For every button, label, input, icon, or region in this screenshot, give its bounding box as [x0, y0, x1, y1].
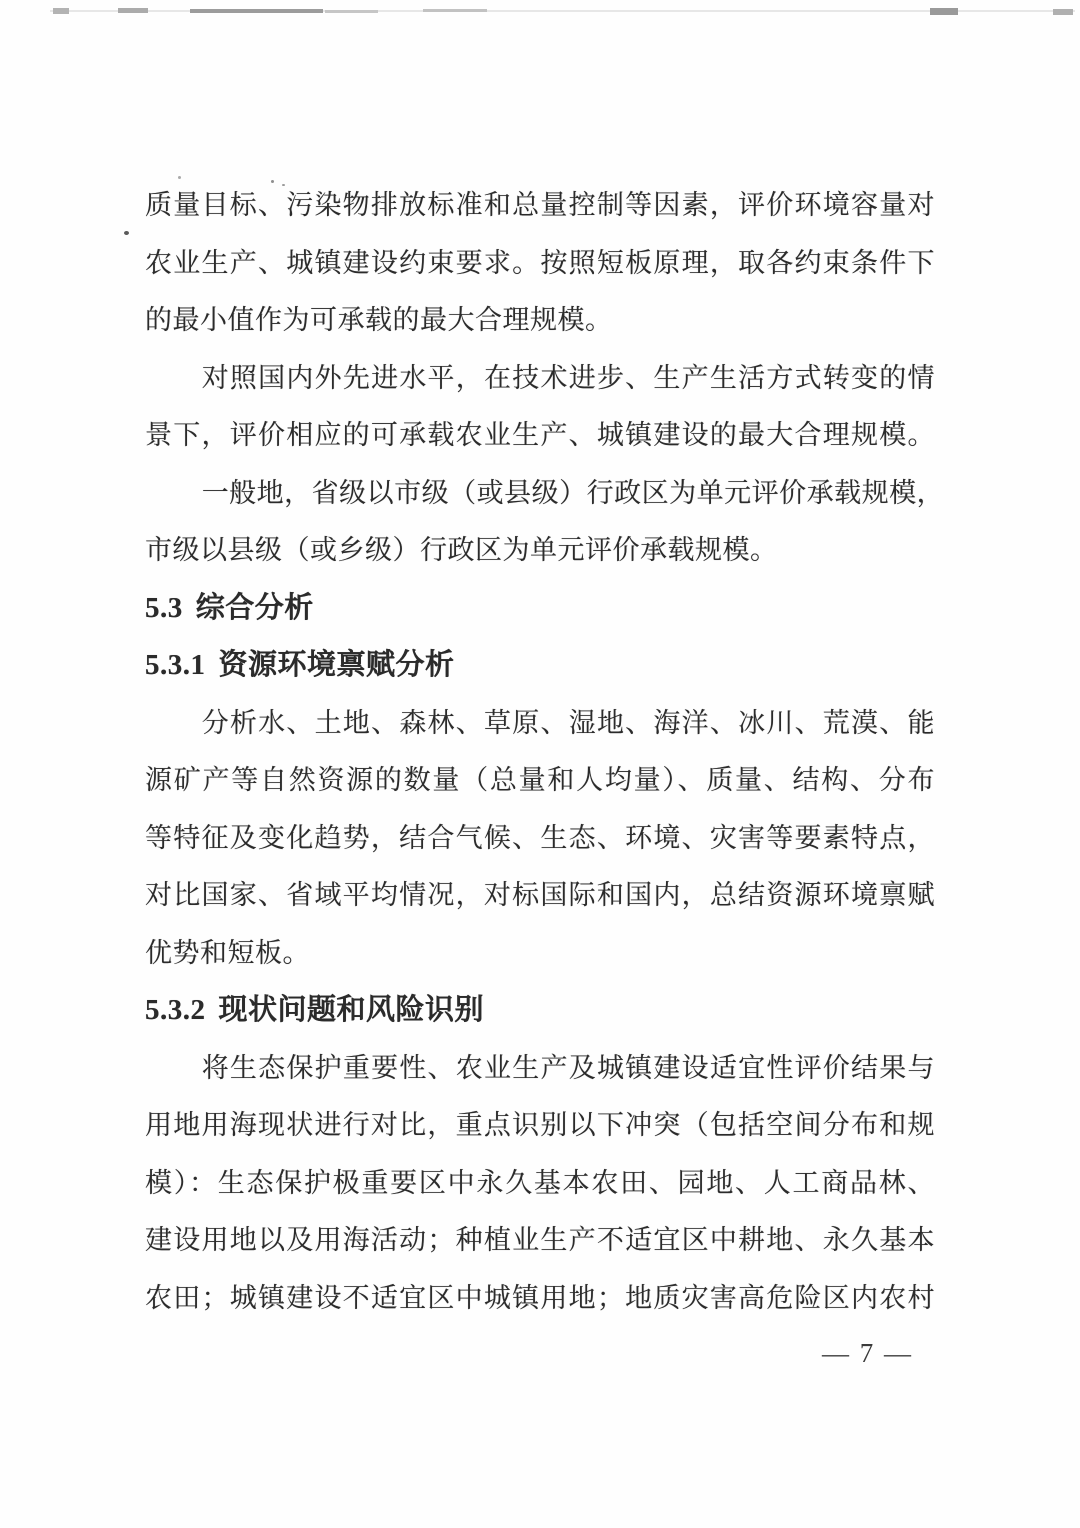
scan-artifact-line: [423, 9, 487, 12]
paragraph-last-line: 的最小值作为可承载的最大合理规模。: [145, 305, 613, 335]
body-line: 农田；城镇建设不适宜区中城镇用地；地质灾害高危险区内农村: [145, 1282, 935, 1313]
body-line: 对比国家、省域平均情况，对标国际和国内，总结资源环境禀赋: [145, 880, 935, 910]
body-line: 对照国内外先进水平，在技术进步、生产生活方式转变的情: [201, 362, 935, 393]
scan-artifact-line: [53, 8, 69, 14]
body-line: 用地用海现状进行对比，重点识别以下冲突（包括空间分布和规: [145, 1110, 935, 1140]
scan-artifact-line: [325, 10, 378, 13]
heading-title: 现状问题和风险识别: [218, 994, 485, 1026]
heading-title: 综合分析: [195, 591, 314, 624]
body-line: 农业生产、城镇建设约束要求。按照短板原理，取各约束条件下: [145, 247, 935, 278]
scan-artifact-line: [118, 8, 148, 13]
scan-artifact-line: [930, 8, 958, 15]
body-line: 建设用地以及用海活动；种植业生产不适宜区中耕地、永久基本: [145, 1225, 935, 1255]
body-line: 一般地，省级以市级（或县级）行政区为单元评价承载规模，: [201, 477, 945, 508]
page-number: — 7 —: [822, 1338, 913, 1368]
body-line: 景下，评价相应的可承载农业生产、城镇建设的最大合理规模。: [145, 420, 935, 450]
body-line: 源矿产等自然资源的数量（总量和人均量）、质量、结构、分布: [145, 765, 935, 795]
paragraph-last-line: 市级以县级（或乡级）行政区为单元评价承载规模。: [145, 535, 778, 565]
body-line: 模）：生态保护极重要区中永久基本农田、园地、人工商品林、: [145, 1167, 935, 1198]
section-heading-5-3-2: [145, 982, 935, 1040]
scan-artifact-line: [1053, 9, 1073, 15]
heading-number: 5.3.1: [145, 649, 206, 681]
scan-speck: [124, 231, 129, 235]
body-line: 分析水、土地、森林、草原、湿地、海洋、冰川、荒漠、能: [201, 707, 935, 738]
body-line: 等特征及变化趋势，结合气候、生态、环境、灾害等要素特点，: [145, 822, 935, 853]
section-heading-5-3: [145, 580, 935, 638]
paragraph-last-line: 优势和短板。: [145, 937, 310, 968]
heading-title: 资源环境禀赋分析: [218, 649, 455, 681]
body-line: 质量目标、污染物排放标准和总量控制等因素，评价环境容量对: [145, 190, 935, 220]
text-block: [145, 177, 945, 1327]
body-line: 将生态保护重要性、农业生产及城镇建设适宜性评价结果与: [201, 1052, 935, 1083]
heading-number: 5.3: [145, 591, 183, 624]
scan-artifact-line: [190, 9, 323, 13]
section-heading-5-3-1: [145, 637, 935, 695]
heading-number: 5.3.2: [145, 994, 206, 1026]
